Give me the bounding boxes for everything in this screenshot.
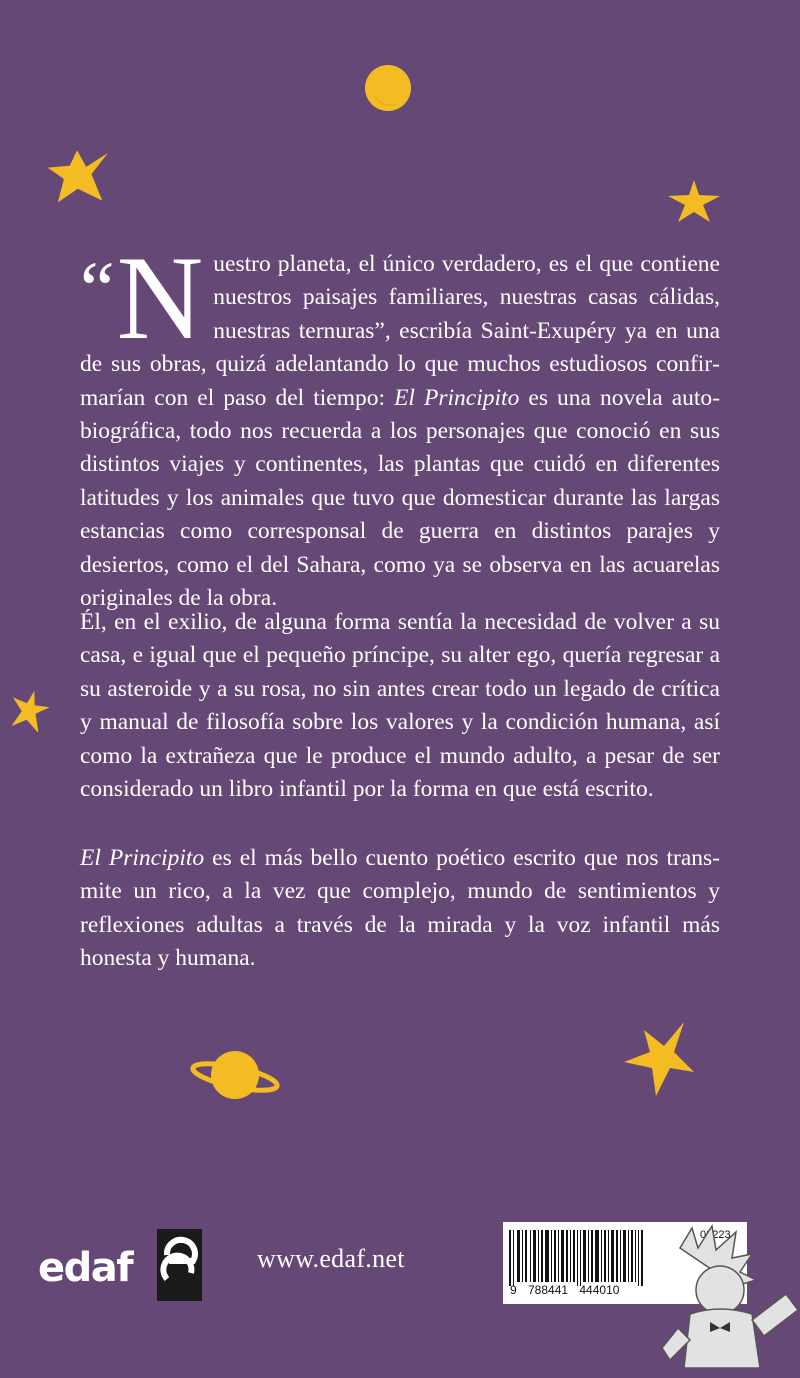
- isbn-digits: 9 788441 444010: [510, 1283, 620, 1297]
- intro-paragraph: “N uestro planeta, el único verdadero, es el que contiene nuestros paisajes familiares, nuestras casas cálidas, nuestras ternuras”, escribía Saint-Exupéry ya en una de sus obras, quizá adelantando lo que muchos estudiosos confirmarían con el paso del tiempo: El Principito es una novela autobiográfica, todo nos recuerda a los personajes que conoció en sus distintos viajes y continentes, las plantas que cuidó en diferentes latitudes y los animales que tuvo que domesticar durante las largas estancias como corresponsal de guerra en distintos parajes y desiertos, como el del Sahara, como ya se observa en las acuarelas originales de la obra.: [80, 231, 721, 612]
- price-code: 03223: [700, 1229, 731, 1241]
- star-icon: [8, 690, 50, 732]
- book-title-italic: El Principito: [394, 384, 520, 411]
- star-icon: [622, 1022, 696, 1098]
- edaf-emblem-icon: [157, 1229, 202, 1301]
- publisher-url[interactable]: www.edaf.net: [257, 1244, 405, 1273]
- drop-cap: “N: [80, 231, 204, 364]
- star-icon: [48, 148, 114, 208]
- moon-icon: [364, 64, 412, 112]
- publisher-logo: edaf: [38, 1245, 133, 1291]
- closing-paragraph: El Principito es el más bello cuento poético escrito que nos transmite un rico, a la vez que complejo, mundo de sentimientos y reflexiones adultas a través de la mirada y la voz infantil más honesta y humana.: [80, 845, 720, 972]
- exile-paragraph: Él, en el exilio, de alguna forma sentía la necesidad de volver a su casa, e igual que el pequeño príncipe, su alter ego, quería regresar a su asteroide y a su rosa, no sin antes crear todo un legado de crítica y manual de filosofía sobre los valores y la condición humana, así como la extrañeza que le produce el mundo adulto, a pesar de ser considerado un libro infantil por la forma en que está escrito.: [80, 609, 720, 803]
- star-icon: [666, 180, 722, 224]
- book-title-italic: El Principito: [80, 845, 205, 871]
- little-prince-figure-icon: [640, 1218, 800, 1378]
- planet-icon: [190, 1044, 280, 1106]
